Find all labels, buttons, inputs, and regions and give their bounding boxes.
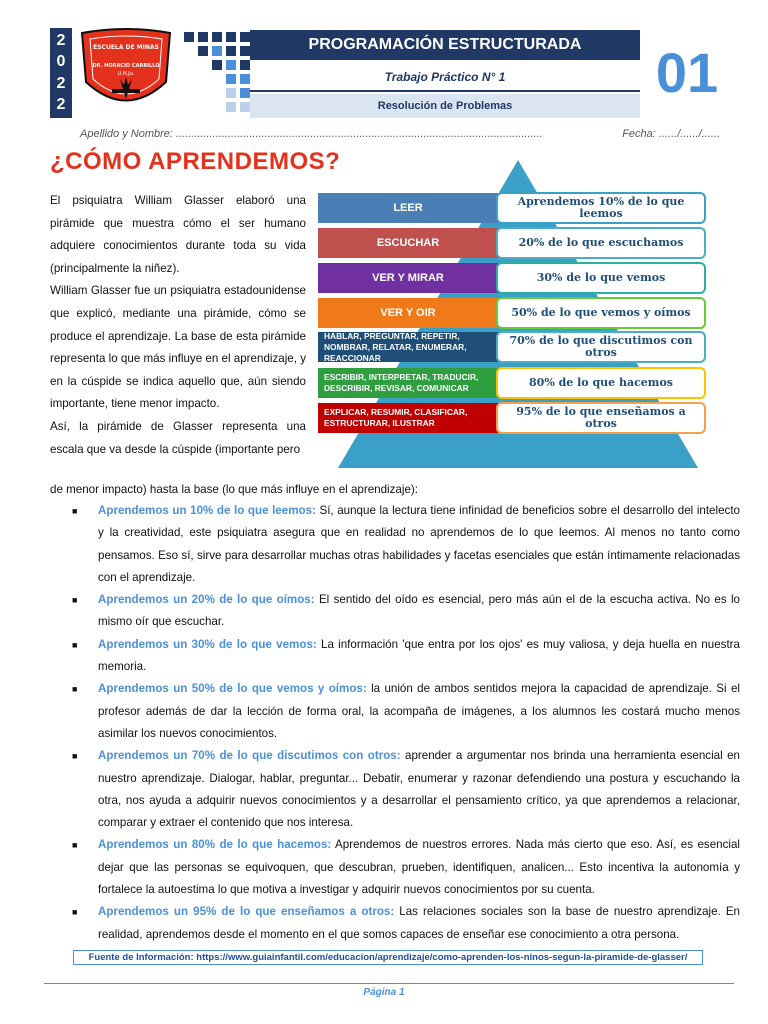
- source-link[interactable]: Fuente de Información: https://www.guiainfantil.com/educacion/aprendizaje/como-aprenden-los-ninos-segun-la-piramide-de-glasser/: [73, 950, 703, 965]
- intro-paragraph: Así, la pirámide de Glasser representa una escala que va desde la cúspide (importante pero: [50, 419, 306, 456]
- intro-continuation: de menor impacto) hasta la base (lo que más influye en el aprendizaje):: [50, 483, 418, 496]
- logo-text-top: ESCUELA DE MINAS: [93, 44, 159, 51]
- topic-title: Resolución de Problemas: [250, 94, 640, 118]
- year-digit: 0: [56, 53, 66, 71]
- pyramid-row: [318, 402, 686, 434]
- glasser-pyramid: [318, 160, 718, 470]
- pyramid-row: [318, 227, 684, 259]
- logo-text-mid: DR. HORACIO CARRILLO: [92, 63, 160, 69]
- assignment-number: 01: [655, 41, 719, 104]
- assignment-title: Trabajo Práctico N° 1: [250, 64, 640, 92]
- bullet-text: Aprendemos de nuestros errores. Nada más cierto que eso. Así, es esencial dejar que las personas se equivoquen, que descubran, prueben, identifiquen, analicen... Esto incentiva la autonomía y fortalece la autoestima lo que motiva a investigar y adquirir nuevos conocimientos por su cuenta.: [98, 838, 740, 897]
- bullet-text: El sentido del oído es esencial, pero más aún el de la escucha activa. No es lo mismo oír que escuchar.: [98, 593, 740, 629]
- pyramid-level-percentage: 80% de lo que hacemos: [496, 367, 706, 399]
- list-item: [72, 834, 740, 901]
- pyramid-level-label: VER Y MIRAR: [318, 263, 498, 293]
- list-item: [72, 500, 740, 589]
- list-item: [72, 678, 740, 745]
- bullet-lead: Aprendemos un 80% de lo que hacemos:: [98, 838, 332, 852]
- year-digit: 2: [56, 96, 66, 114]
- footer-divider: [44, 983, 734, 984]
- pyramid-row: [318, 330, 693, 363]
- main-title: ¿CÓMO APRENDEMOS?: [50, 148, 341, 175]
- list-item: [72, 589, 740, 634]
- intro-paragraph: El psiquiatra William Glasser elaboró una pirámide que muestra cómo el ser humano adquiere conocimientos durante toda su vida (principalmente la niñez).: [50, 194, 306, 275]
- bullet-text: La información 'que entra por los ojos' es muy valiosa, y deja huella en nuestra memoria.: [98, 637, 740, 674]
- pyramid-level-percentage: Aprendemos 10% de lo que leemos: [496, 192, 706, 224]
- pyramid-level-label: EXPLICAR, RESUMIR, CLASIFICAR, ESTRUCTURAR, ILUSTRAR: [318, 403, 498, 433]
- bullet-lead: Aprendemos un 20% de lo que oímos:: [98, 593, 315, 607]
- year-digit: 2: [56, 74, 66, 92]
- page-number: Página 1: [363, 987, 405, 998]
- intro-text: [50, 190, 306, 461]
- pyramid-level-label: LEER: [318, 193, 498, 223]
- student-info-line: [80, 128, 720, 140]
- pyramid-level-percentage: 70% de lo que discutimos con otros: [496, 331, 706, 363]
- pyramid-level-label: ESCUCHAR: [318, 228, 498, 258]
- bullet-list: [72, 500, 740, 946]
- intro-paragraph: William Glasser fue un psiquiatra estadounidense que explicó, mediante una pirámide, cómo se produce el aprendizaje. La base de esta pirámide representa lo que más influye en el aprendizaje, y en la cúspide se indica aquello que, aún siendo importante, tiene menor impacto.: [50, 284, 306, 411]
- pyramid-level-label: HABLAR, PREGUNTAR, REPETIR, NOMBRAR, RELATAR, ENUMERAR, REACCIONAR: [318, 332, 498, 362]
- bullet-lead: Aprendemos un 10% de lo que leemos:: [98, 504, 316, 517]
- bullet-text: Sí, aunque la lectura tiene infinidad de beneficios sobre el desarrollo del intelecto y la creatividad, este psiquiatra asegura que en realidad no aprendemos de lo que leemos. Al menos no tanto como pensamos. Eso sí, sirve para desarrollar muchas otras habilidades y facetas esenciales que están íntimamente relacionadas con el aprendizaje.: [98, 504, 740, 584]
- pyramid-row: [318, 367, 673, 399]
- bullet-text: Las relaciones sociales son la base de nuestro aprendizaje. En realidad, aprendemos desde el momento en el que somos capaces de enseñar ese conocimiento a otra persona.: [98, 905, 740, 941]
- date-field-label: Fecha: ....../....../......: [622, 128, 720, 140]
- year-digit: 2: [56, 31, 66, 49]
- logo-text-bottom: U.N.Ju.: [117, 71, 135, 77]
- bullet-lead: Aprendemos un 30% de lo que vemos:: [98, 637, 317, 651]
- pyramid-row: [318, 192, 685, 224]
- school-logo: [76, 27, 176, 117]
- bullet-text: la unión de ambos sentidos mejora la capacidad de aprendizaje. Si el profesor además de dar la lección de forma oral, la acompaña de imágenes, a los alumnos les costará mucho menos asimilar los nuevos conocimientos.: [98, 682, 740, 740]
- pyramid-level-label: VER Y OIR: [318, 298, 498, 328]
- list-item: [72, 634, 740, 679]
- list-item: [72, 901, 740, 946]
- bullet-text: aprender a argumentar nos brinda una herramienta esencial en nuestro aprendizaje. Dialogar, hablar, preguntar... Debatir, enumerar y razonar defendiendo una postura y escuchando la otra, nos ayuda a adquirir nuevos conocimientos y a desarrollar el pensamiento crítico, ya que aprendemos a relacionar, comparar y extraer el contenido que nos interesa.: [98, 749, 740, 830]
- list-item: [72, 745, 740, 834]
- name-field-label: Apellido y Nombre: ........................................................................................................................: [80, 128, 543, 140]
- course-title: PROGRAMACIÓN ESTRUCTURADA: [250, 30, 640, 60]
- pyramid-level-label: ESCRIBIR, INTERPRETAR, TRADUCIR, DESCRIBIR, REVISAR, COMUNICAR: [318, 368, 498, 398]
- pyramid-level-percentage: 95% de lo que enseñamos a otros: [496, 402, 706, 434]
- bullet-lead: Aprendemos un 70% de lo que discutimos con otros:: [98, 749, 401, 763]
- pyramid-row: [318, 297, 691, 329]
- pyramid-level-percentage: 30% de lo que vemos: [496, 262, 706, 294]
- pyramid-level-percentage: 20% de lo que escuchamos: [496, 227, 706, 259]
- year-bar: [50, 28, 72, 118]
- bullet-lead: Aprendemos un 50% de lo que vemos y oímos:: [98, 682, 367, 696]
- pyramid-row: [318, 262, 666, 294]
- pyramid-level-percentage: 50% de lo que vemos y oímos: [496, 297, 706, 329]
- bullet-lead: Aprendemos un 95% de lo que enseñamos a otros:: [98, 905, 395, 919]
